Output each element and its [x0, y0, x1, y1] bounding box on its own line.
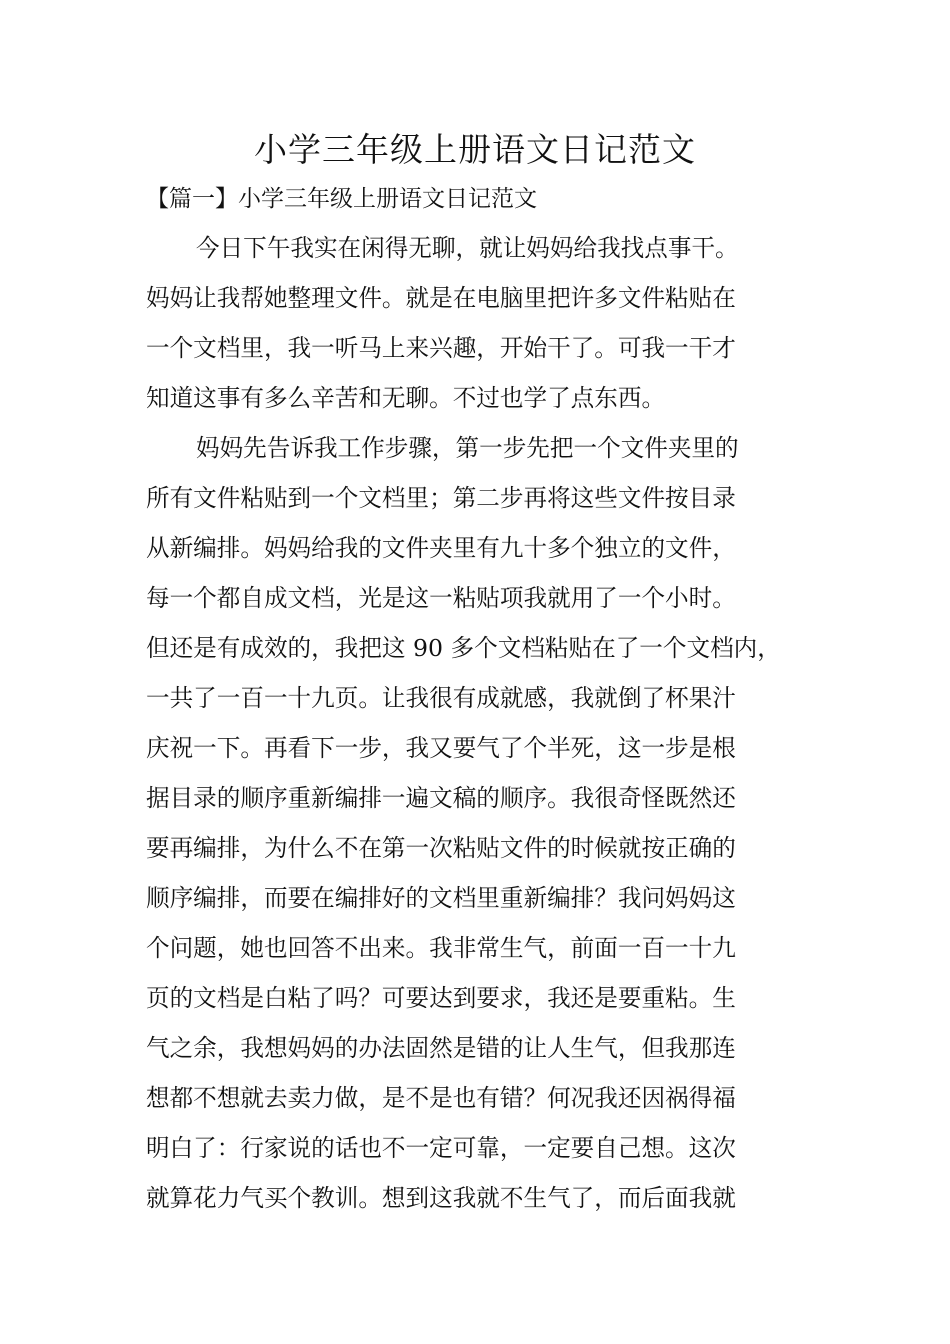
document-title: 小学三年级上册语文日记范文	[254, 130, 696, 169]
paragraph-line: 一共了一百一十九页。让我很有成就感，我就倒了杯果汁	[146, 684, 736, 712]
paragraph-line: 妈妈让我帮她整理文件。就是在电脑里把许多文件粘贴在	[146, 284, 736, 312]
paragraph-line: 就算花力气买个教训。想到这我就不生气了，而后面我就	[146, 1184, 736, 1212]
paragraph-line: 明白了：行家说的话也不一定可靠，一定要自己想。这次	[146, 1134, 736, 1162]
paragraph-line: 页的文档是白粘了吗？可要达到要求，我还是要重粘。生	[146, 984, 736, 1012]
paragraph-line: 据目录的顺序重新编排一遍文稿的顺序。我很奇怪既然还	[146, 784, 736, 812]
paragraph-line: 今日下午我实在闲得无聊，就让妈妈给我找点事干。	[196, 234, 739, 262]
paragraph-line: 一个文档里，我一听马上来兴趣，开始干了。可我一干才	[146, 334, 736, 362]
paragraph-line: 想都不想就去卖力做，是不是也有错？何况我还因祸得福	[146, 1084, 736, 1112]
paragraph-line: 知道这事有多么辛苦和无聊。不过也学了点东西。	[146, 384, 666, 412]
paragraph-line: 庆祝一下。再看下一步，我又要气了个半死，这一步是根	[146, 734, 736, 762]
paragraph-line: 顺序编排，而要在编排好的文档里重新编排？我问妈妈这	[146, 884, 736, 912]
paragraph-line: 但还是有成效的，我把这 90 多个文档粘贴在了一个文档内，	[146, 634, 781, 662]
paragraph-line: 妈妈先告诉我工作步骤，第一步先把一个文件夹里的	[196, 434, 739, 462]
paragraph-line: 从新编排。妈妈给我的文件夹里有九十多个独立的文件，	[146, 534, 736, 562]
section-heading: 【篇一】小学三年级上册语文日记范文	[146, 186, 537, 212]
paragraph-line: 气之余，我想妈妈的办法固然是错的让人生气，但我那连	[146, 1034, 736, 1062]
paragraph-line: 每一个都自成文档，光是这一粘贴项我就用了一个小时。	[146, 584, 736, 612]
paragraph-line: 所有文件粘贴到一个文档里；第二步再将这些文件按目录	[146, 484, 736, 512]
paragraph-line: 个问题，她也回答不出来。我非常生气，前面一百一十九	[146, 934, 736, 962]
paragraph-line: 要再编排，为什么不在第一次粘贴文件的时候就按正确的	[146, 834, 736, 862]
